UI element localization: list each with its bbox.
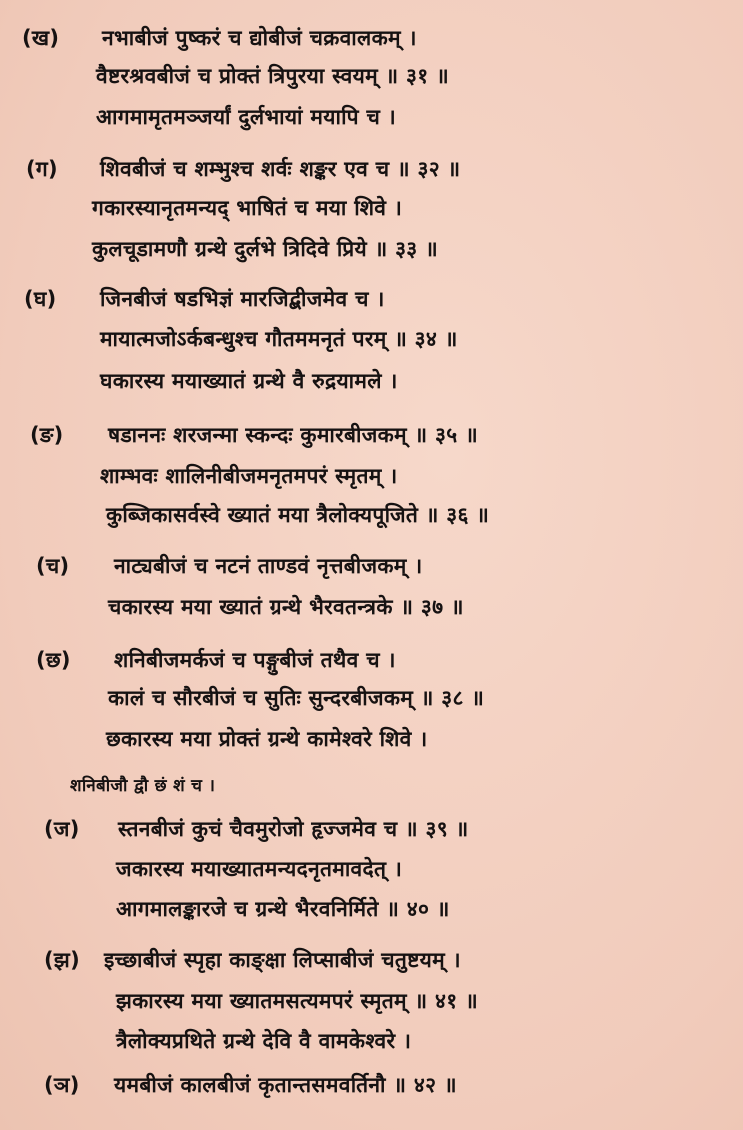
verse-line: नभाबीजं पुष्करं च द्योबीजं चक्रवालकम् ।: [102, 26, 417, 50]
section-marker-jha: (झ): [44, 948, 80, 972]
verse-line: कुलचूडामणौ ग्रन्थे दुर्लभे त्रिदिवे प्रिये ॥ ३३ ॥: [92, 237, 439, 261]
verse-line: शाम्भवः शालिनीबीजमनृतमपरं स्मृतम् ।: [100, 464, 398, 488]
verse-line: आगमामृतमञ्जर्यां दुर्लभायां मयापि च ।: [96, 105, 396, 129]
verse-line: स्तनबीजं कुचं चैवमुरोजो हृज्जमेव च ॥ ३९ ॥: [118, 817, 469, 841]
verse-line: छकारस्य मया प्रोक्तं ग्रन्थे कामेश्वरे शिवे ।: [106, 727, 428, 751]
verse-line: शिवबीजं च शम्भुश्च शर्वः शङ्कर एव च ॥ ३२ ॥: [100, 157, 461, 181]
verse-line: इच्छाबीजं स्पृहा काङ्क्षा लिप्साबीजं चतुष्टयम् ।: [104, 948, 461, 972]
verse-line: जकारस्य मयाख्यातमन्यदनृतमावदेत् ।: [116, 857, 403, 881]
verse-line: आगमालङ्कारजे च ग्रन्थे भैरवनिर्मिते ॥ ४० ॥: [116, 897, 450, 921]
section-marker-nya: (ञ): [44, 1073, 80, 1097]
verse-line: कालं च सौरबीजं च सुतिः सुन्दरबीजकम् ॥ ३८ ॥: [108, 686, 485, 710]
section-marker-cha: (छ): [36, 648, 71, 672]
verse-line: चकारस्य मया ख्यातं ग्रन्थे भैरवतन्त्रके ॥ ३७ ॥: [108, 595, 464, 619]
section-marker-ca: (च): [36, 554, 70, 578]
verse-line: मायात्मजोऽर्कबन्धुश्च गौतममनृतं परम् ॥ ३४ ॥: [100, 327, 458, 351]
verse-line: गकारस्यानृतमन्यद् भाषितं च मया शिवे ।: [92, 196, 403, 220]
section-marker-nga: (ङ): [30, 423, 64, 447]
verse-line: कुब्जिकासर्वस्वे ख्यातं मया त्रैलोक्यपूजिते ॥ ३६ ॥: [106, 503, 490, 527]
verse-line: नाट्यबीजं च नटनं ताण्डवं नृत्तबीजकम् ।: [114, 554, 423, 578]
section-marker-gha: (घ): [24, 287, 57, 311]
verse-line: जिनबीजं षडभिज्ञं मारजिद्बीजमेव च ।: [100, 287, 385, 311]
verse-line: घकारस्य मयाख्यातं ग्रन्थे वै रुद्रयामले ।: [100, 369, 398, 393]
bija-note: शनिबीजौ द्वौ छं शं च ।: [70, 776, 216, 796]
verse-line: झकारस्य मया ख्यातमसत्यमपरं स्मृतम् ॥ ४१ ॥: [116, 989, 478, 1013]
section-marker-ja: (ज): [44, 817, 80, 841]
verse-line: यमबीजं कालबीजं कृतान्तसमवर्तिनौ ॥ ४२ ॥: [114, 1073, 457, 1097]
section-marker-kha: (ख): [22, 26, 60, 50]
section-marker-ga: (ग): [26, 157, 58, 181]
verse-line: षडाननः शरजन्मा स्कन्दः कुमारबीजकम् ॥ ३५ ॥: [108, 423, 478, 447]
verse-line: शनिबीजमर्कजं च पङ्गुबीजं तथैव च ।: [114, 648, 396, 672]
verse-line: त्रैलोक्यप्रथिते ग्रन्थे देवि वै वामकेश्वरे ।: [116, 1029, 412, 1053]
verse-line: वैष्टरश्रवबीजं च प्रोक्तं त्रिपुरया स्वयम् ॥ ३१ ॥: [96, 64, 449, 88]
